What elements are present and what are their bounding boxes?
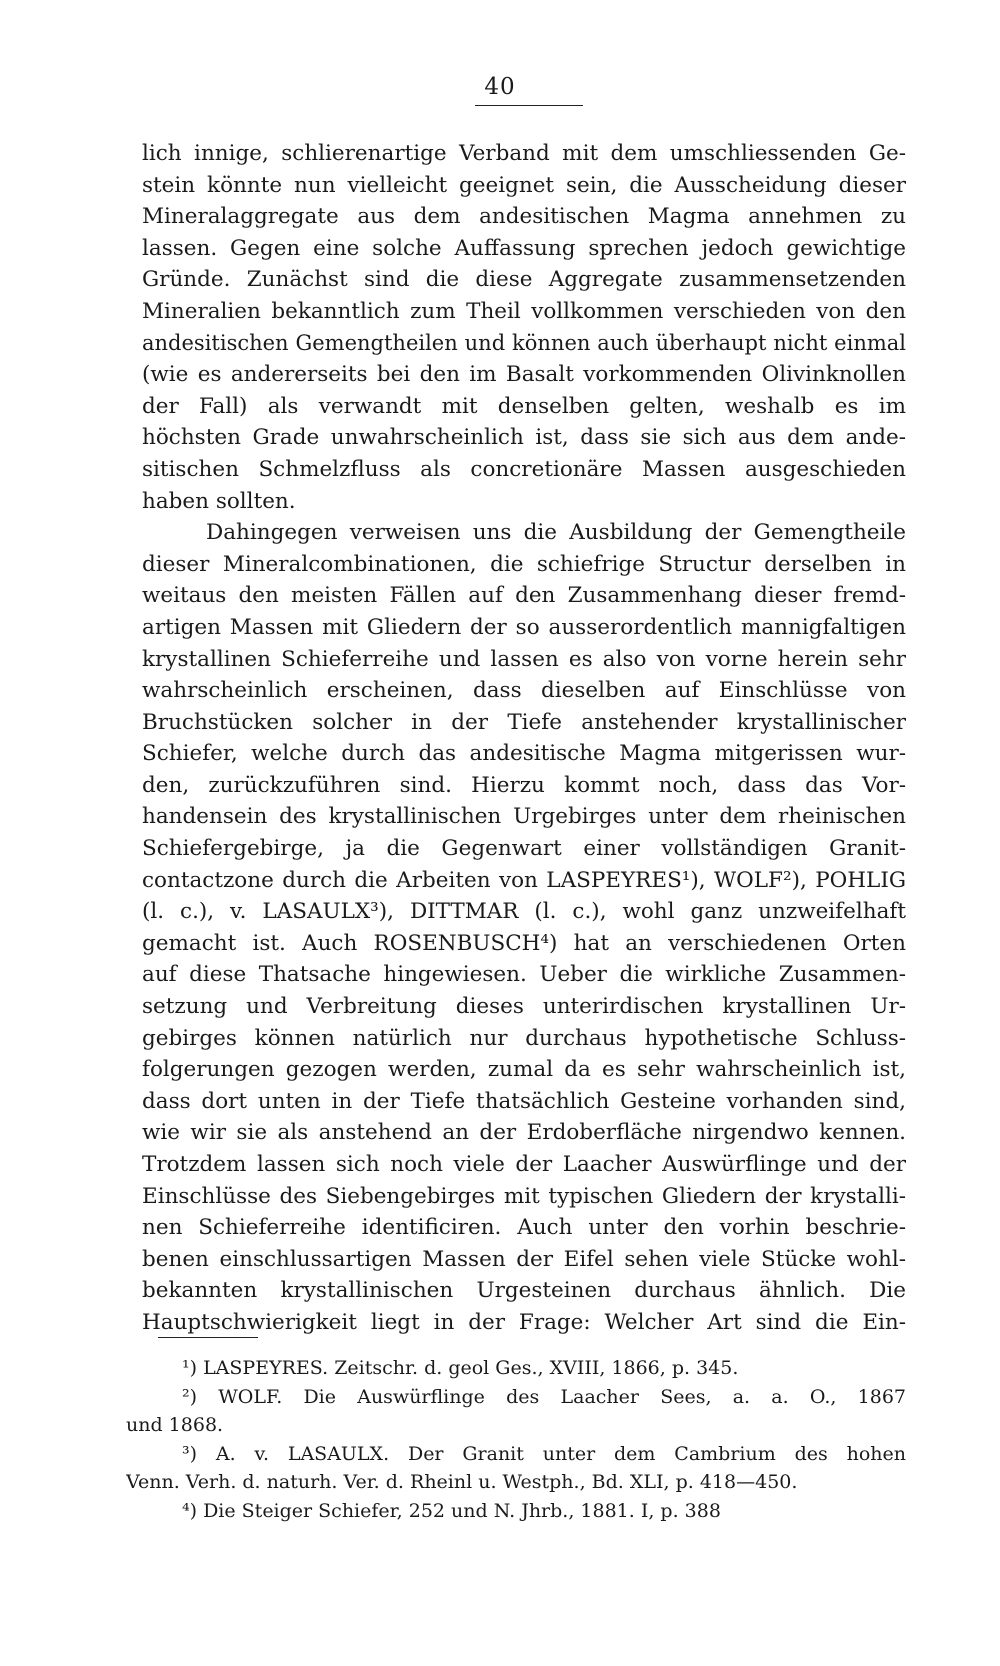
text-line: dieser Mineralcombinationen, die schiefrige Structur derselben in: [142, 551, 906, 577]
text-line: Mineralien bekanntlich zum Theil vollkommen verschieden von den: [142, 298, 906, 324]
text-line: wahrscheinlich erscheinen, dass dieselben auf Einschlüsse von: [142, 678, 906, 704]
text-line: dass dort unten in der Tiefe thatsächlich Gesteine vorhanden sind,: [142, 1088, 906, 1114]
text-line: contactzone durch die Arbeiten von LASPEYRES¹), WOLF²), POHLIG: [142, 867, 906, 893]
footnotes: [126, 1354, 906, 1525]
text-line: setzung und Verbreitung dieses unterirdischen krystallinen Ur-: [142, 994, 906, 1020]
text-line: benen einschlussartigen Massen der Eifel sehen viele Stücke wohl-: [142, 1246, 906, 1272]
text-line: Schiefer, welche durch das andesitische Magma mitgerissen wur-: [142, 741, 906, 767]
text-line: auf diese Thatsache hingewiesen. Ueber die wirkliche Zusammen-: [142, 962, 906, 988]
text-line: gemacht ist. Auch ROSENBUSCH⁴) hat an verschiedenen Orten: [142, 930, 906, 956]
text-line: folgerungen gezogen werden, zumal da es sehr wahrscheinlich ist,: [142, 1057, 906, 1083]
text-line: lassen. Gegen eine solche Auffassung sprechen jedoch gewichtige: [142, 235, 906, 261]
text-line: Bruchstücken solcher in der Tiefe anstehender krystallinischer: [142, 709, 906, 735]
text-line: krystallinen Schieferreihe und lassen es also von vorne herein sehr: [142, 646, 906, 672]
footnote-2: ²) WOLF. Die Auswürflinge des Laacher Sees, a. a. O., 1867: [182, 1385, 906, 1408]
text-line: Dahingegen verweisen uns die Ausbildung der Gemengtheile: [206, 520, 906, 546]
text-line: höchsten Grade unwahrscheinlich ist, dass sie sich aus dem ande-: [142, 425, 906, 451]
body-text: [142, 138, 906, 1339]
text-line: (l. c.), v. LASAULX³), DITTMAR (l. c.), wohl ganz unzweifelhaft: [142, 899, 906, 925]
page-number-rule: [475, 105, 583, 106]
text-line: gebirges können natürlich nur durchaus hypothetische Schluss-: [142, 1025, 906, 1051]
text-line: wie wir sie als anstehend an der Erdoberfläche nirgendwo kennen.: [142, 1120, 906, 1146]
text-line: (wie es andererseits bei den im Basalt vorkommenden Olivinknollen: [142, 362, 906, 388]
text-line: den, zurückzuführen sind. Hierzu kommt noch, dass das Vor-: [142, 772, 906, 798]
text-line: artigen Massen mit Gliedern der so ausserordentlich mannigfaltigen: [142, 614, 906, 640]
text-line: Schiefergebirge, ja die Gegenwart einer vollständigen Granit-: [142, 836, 906, 862]
footnote-3-continuation: Venn. Verh. d. naturh. Ver. d. Rheinl u. Westph., Bd. XLI, p. 418—450.: [126, 1471, 798, 1493]
text-line: stein könnte nun vielleicht geeignet sein, die Ausscheidung dieser: [142, 172, 906, 198]
footnote-1: ¹) LASPEYRES. Zeitschr. d. geol Ges., XVIII, 1866, p. 345.: [182, 1357, 739, 1379]
text-line: lich innige, schlierenartige Verband mit dem umschliessenden Ge-: [142, 141, 906, 166]
text-line: handensein des krystallinischen Urgebirges unter dem rheinischen: [142, 804, 906, 830]
text-line: bekannten krystallinischen Urgesteinen durchaus ähnlich. Die: [142, 1278, 906, 1304]
text-line: Einschlüsse des Siebengebirges mit typischen Gliedern der krystalli-: [142, 1183, 906, 1209]
text-line: Trotzdem lassen sich noch viele der Laacher Auswürflinge und der: [142, 1152, 906, 1177]
footnote-4: ⁴) Die Steiger Schiefer, 252 und N. Jhrb., 1881. I, p. 388: [182, 1499, 721, 1522]
text-line: Gründe. Zunächst sind die diese Aggregate zusammensetzenden: [142, 267, 906, 293]
page-number: 40: [484, 74, 516, 100]
text-line: der Fall) als verwandt mit denselben gelten, weshalb es im: [142, 393, 906, 419]
text-line: haben sollten.: [142, 488, 296, 514]
text-line: nen Schieferreihe identificiren. Auch unter den vorhin beschrie-: [142, 1215, 906, 1241]
text-line: Hauptschwierigkeit liegt in der Frage: Welcher Art sind die Ein-: [142, 1309, 906, 1335]
footnote-rule: [158, 1337, 258, 1338]
text-line: weitaus den meisten Fällen auf den Zusammenhang dieser fremd-: [142, 583, 906, 609]
text-line: sitischen Schmelzfluss als concretionäre Massen ausgeschieden: [142, 456, 906, 482]
text-line: andesitischen Gemengtheilen und können auch überhaupt nicht einmal: [142, 330, 906, 355]
text-line: Mineralaggregate aus dem andesitischen Magma annehmen zu: [142, 204, 906, 230]
footnote-3: ³) A. v. LASAULX. Der Granit unter dem Cambrium des hohen: [182, 1442, 906, 1465]
footnote-2-continuation: und 1868.: [126, 1414, 224, 1436]
